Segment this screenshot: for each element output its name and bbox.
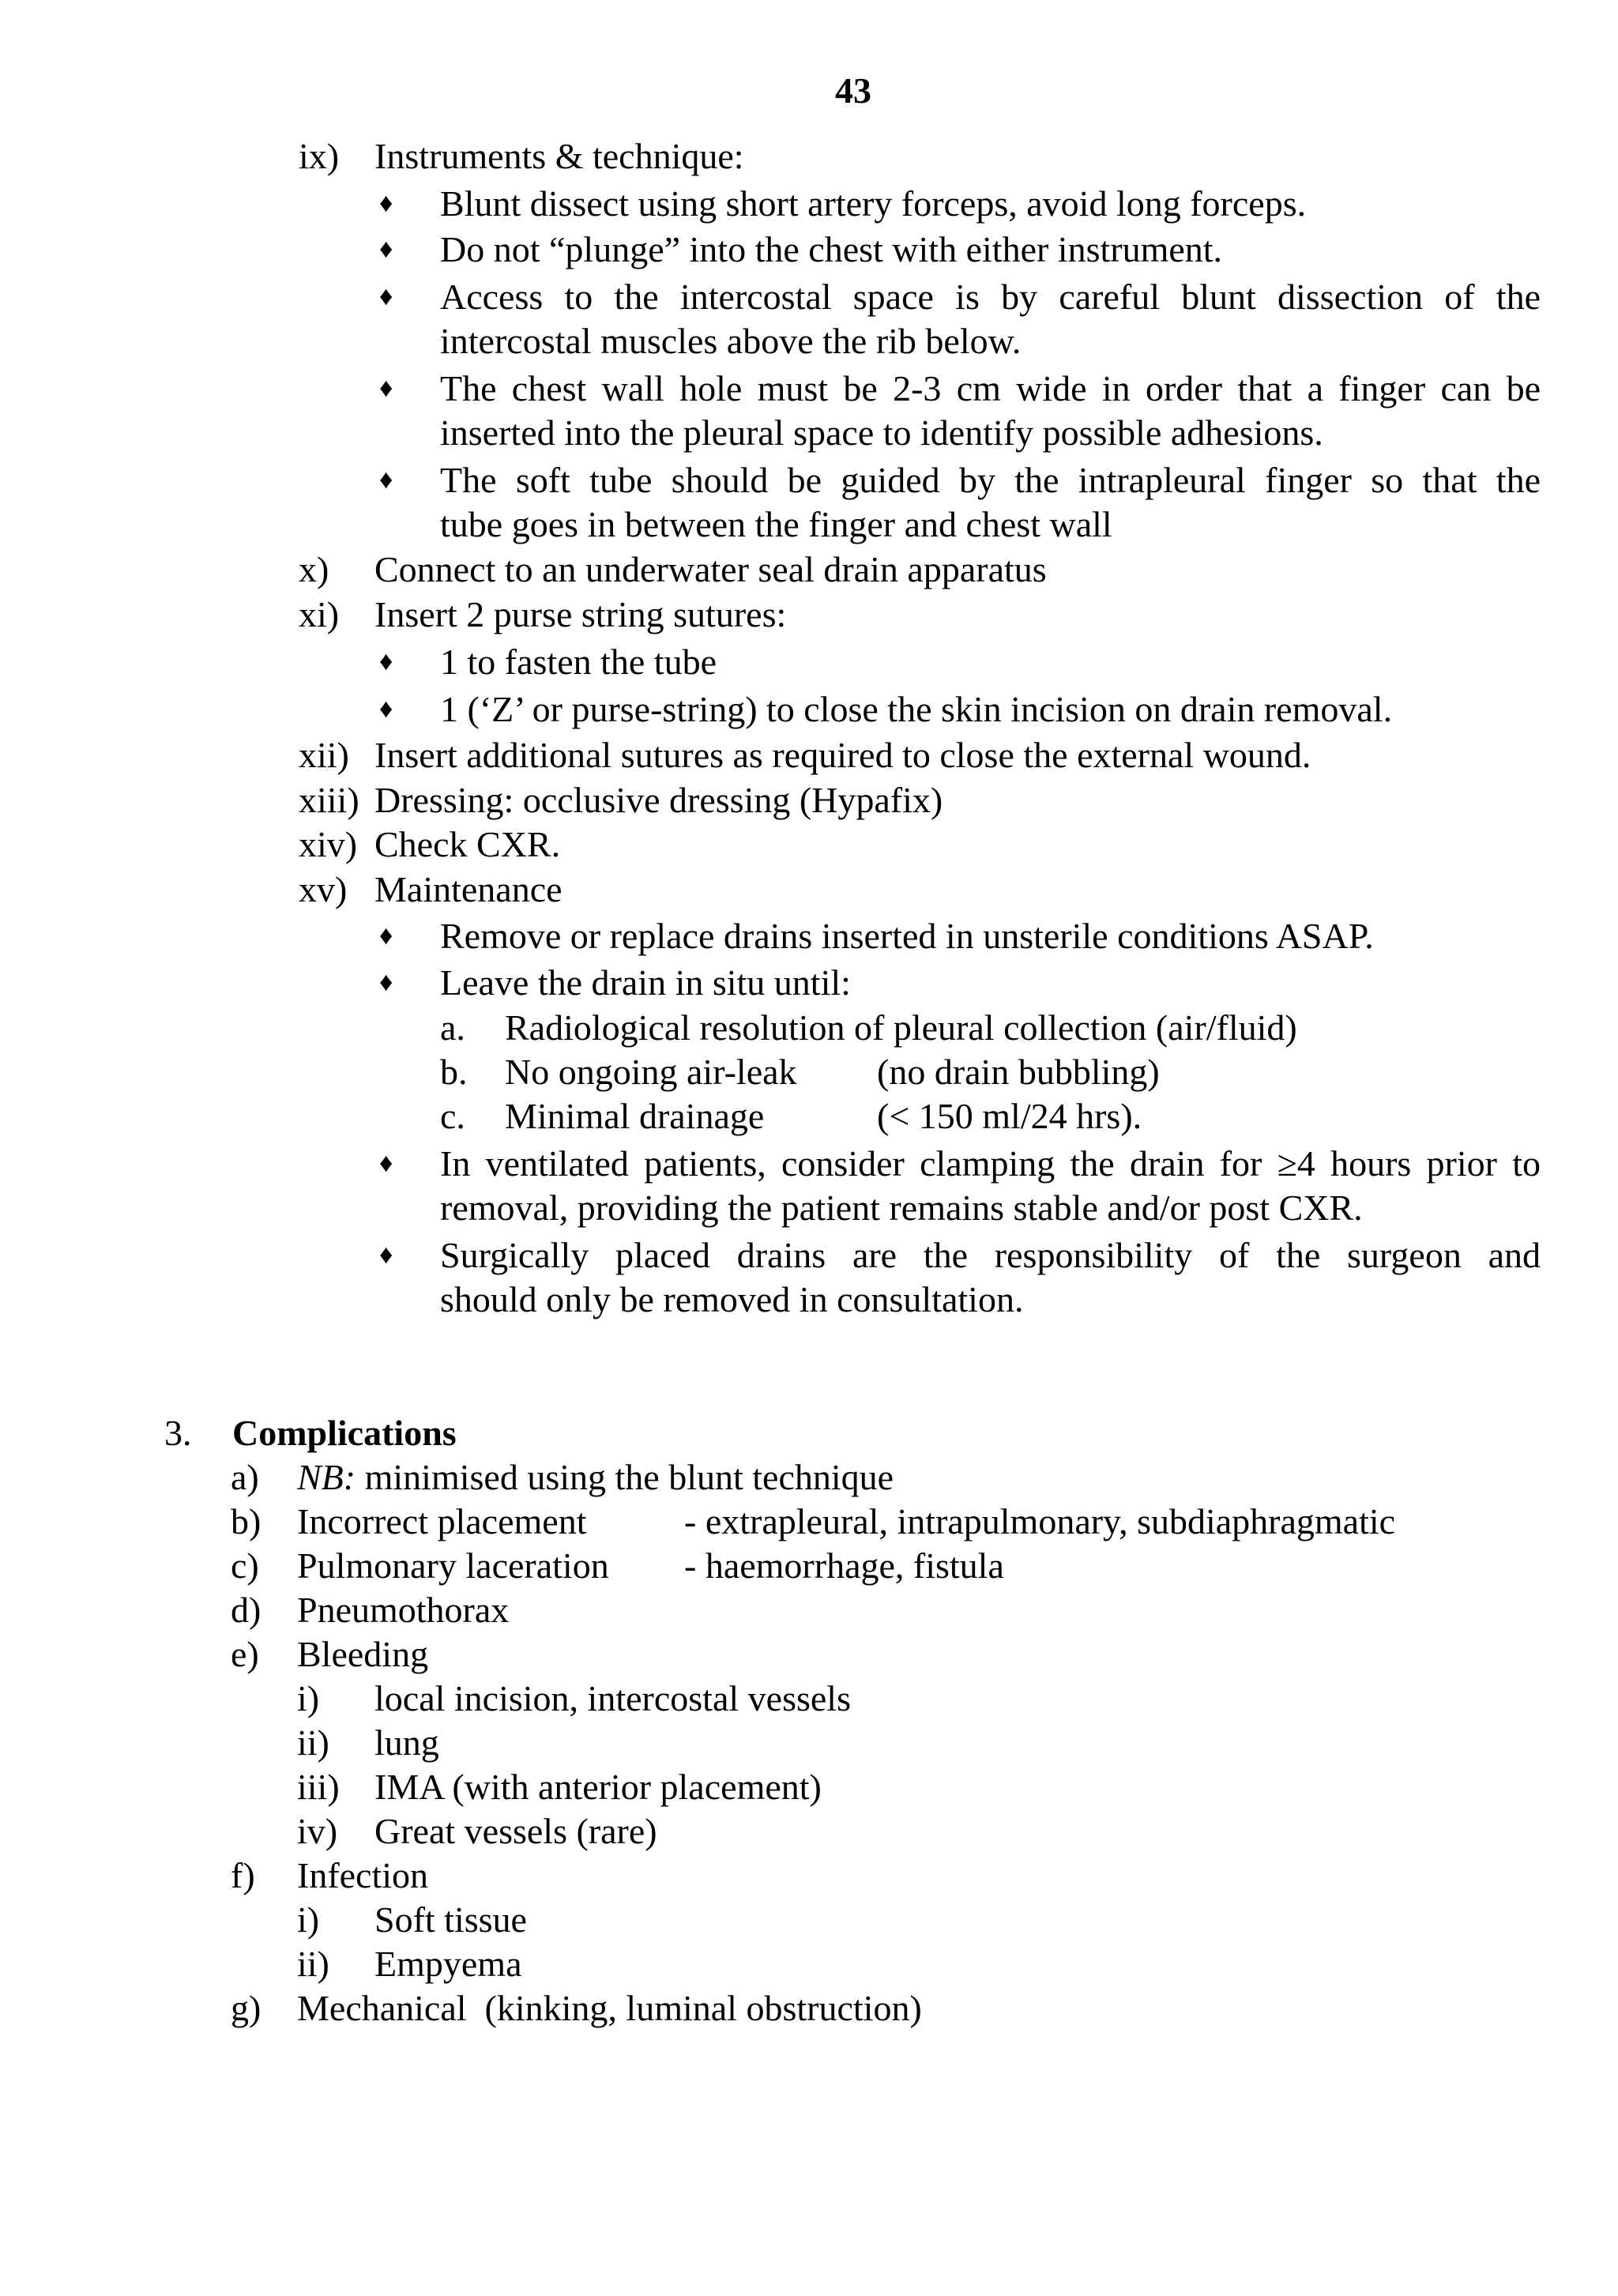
sub-text: Radiological resolution of pleural collection (air/fluid): [505, 1007, 1297, 1048]
sub-text: lung: [374, 1722, 439, 1763]
sub-marker: i): [297, 1678, 320, 1718]
bullet-text-continued: tube goes in between the finger and chest wall: [440, 504, 1112, 544]
sub-marker: ii): [297, 1944, 329, 1984]
item-text: Connect to an underwater seal drain apparatus: [374, 549, 1047, 589]
item-text: Insert additional sutures as required to close the external wound.: [374, 735, 1311, 775]
item-marker: xi): [299, 594, 340, 634]
item-marker: x): [299, 549, 329, 589]
bullet-text: Leave the drain in situ until:: [440, 962, 851, 1003]
item-text: Instruments & technique:: [374, 136, 744, 176]
page-number: 43: [835, 70, 871, 111]
bullet-text-continued: inserted into the pleural space to identify possible adhesions.: [440, 412, 1323, 453]
sub-text: No ongoing air-leak: [505, 1052, 797, 1092]
diamond-bullet-icon: ♦: [379, 921, 393, 950]
diamond-bullet-icon: ♦: [379, 374, 393, 403]
item-marker: xiii): [299, 780, 359, 820]
item-text: Mechanical (kinking, luminal obstruction): [297, 1988, 922, 2028]
section-number: 3.: [164, 1413, 192, 1453]
diamond-bullet-icon: ♦: [379, 1149, 393, 1178]
sub-note: (no drain bubbling): [877, 1052, 1160, 1092]
item-marker: xiv): [299, 824, 358, 864]
item-detail: - haemorrhage, fistula: [684, 1545, 1004, 1586]
sub-marker: b.: [440, 1052, 468, 1092]
nb-label: NB:: [297, 1457, 356, 1497]
diamond-bullet-icon: ♦: [379, 694, 393, 724]
item-marker: xv): [299, 869, 348, 909]
sub-text: local incision, intercostal vessels: [374, 1678, 851, 1718]
sub-marker: c.: [440, 1096, 465, 1136]
bullet-text-continued: removal, providing the patient remains stable and/or post CXR.: [440, 1188, 1363, 1228]
diamond-bullet-icon: ♦: [379, 235, 393, 264]
bullet-text: 1 (‘Z’ or purse-string) to close the skin incision on drain removal.: [440, 689, 1393, 729]
item-marker: c): [231, 1545, 259, 1586]
diamond-bullet-icon: ♦: [379, 189, 393, 218]
diamond-bullet-icon: ♦: [379, 968, 393, 997]
bullet-text: Surgically placed drains are the responsibility of the surgeon and: [440, 1235, 1541, 1275]
item-text: Check CXR.: [374, 824, 561, 864]
bullet-text: The soft tube should be guided by the intrapleural finger so that the: [440, 460, 1541, 500]
item-text: Bleeding: [297, 1634, 429, 1674]
sub-note: (< 150 ml/24 hrs).: [877, 1096, 1142, 1136]
diamond-bullet-icon: ♦: [379, 465, 393, 495]
bullet-text: Access to the intercostal space is by careful blunt dissection of the: [440, 277, 1541, 317]
bullet-text-continued: should only be removed in consultation.: [440, 1279, 1024, 1319]
item-text: Maintenance: [374, 869, 563, 909]
bullet-text: Do not “plunge” into the chest with either instrument.: [440, 229, 1223, 269]
item-text: Infection: [297, 1855, 429, 1895]
sub-text: Minimal drainage: [505, 1096, 765, 1136]
section-heading: Complications: [232, 1413, 457, 1453]
bullet-text: The chest wall hole must be 2-3 cm wide in order that a finger can be: [440, 368, 1541, 408]
item-marker: a): [231, 1457, 259, 1497]
bullet-text: 1 to fasten the tube: [440, 642, 717, 682]
sub-text: IMA (with anterior placement): [374, 1767, 822, 1807]
sub-marker: i): [297, 1899, 320, 1940]
sub-marker: iii): [297, 1767, 340, 1807]
item-marker: xii): [299, 735, 349, 775]
item-marker: e): [231, 1634, 259, 1674]
sub-text: Empyema: [374, 1944, 522, 1984]
sub-marker: ii): [297, 1722, 329, 1763]
item-text: minimised using the blunt technique: [356, 1457, 894, 1497]
sub-marker: a.: [440, 1007, 465, 1048]
sub-marker: iv): [297, 1811, 338, 1851]
diamond-bullet-icon: ♦: [379, 647, 393, 676]
item-detail: - extrapleural, intrapulmonary, subdiaphragmatic: [684, 1501, 1396, 1541]
bullet-text: Remove or replace drains inserted in unsterile conditions ASAP.: [440, 916, 1374, 956]
item-text: Dressing: occlusive dressing (Hypafix): [374, 780, 943, 820]
sub-text: Soft tissue: [374, 1899, 527, 1940]
bullet-text: In ventilated patients, consider clamping the drain for ≥4 hours prior to: [440, 1143, 1541, 1184]
item-marker: b): [231, 1501, 262, 1541]
item-text: Incorrect placement: [297, 1501, 587, 1541]
item-text: Pulmonary laceration: [297, 1545, 609, 1586]
bullet-text: Blunt dissect using short artery forceps, avoid long forceps.: [440, 183, 1307, 224]
bullet-text-continued: intercostal muscles above the rib below.: [440, 321, 1022, 361]
sub-text: Great vessels (rare): [374, 1811, 657, 1851]
item-text: Insert 2 purse string sutures:: [374, 594, 787, 634]
item-marker: g): [231, 1988, 262, 2028]
item-marker: d): [231, 1590, 262, 1630]
item-text: Pneumothorax: [297, 1590, 510, 1630]
item-marker: f): [231, 1855, 255, 1895]
diamond-bullet-icon: ♦: [379, 282, 393, 311]
item-marker: ix): [299, 136, 340, 176]
diamond-bullet-icon: ♦: [379, 1240, 393, 1270]
